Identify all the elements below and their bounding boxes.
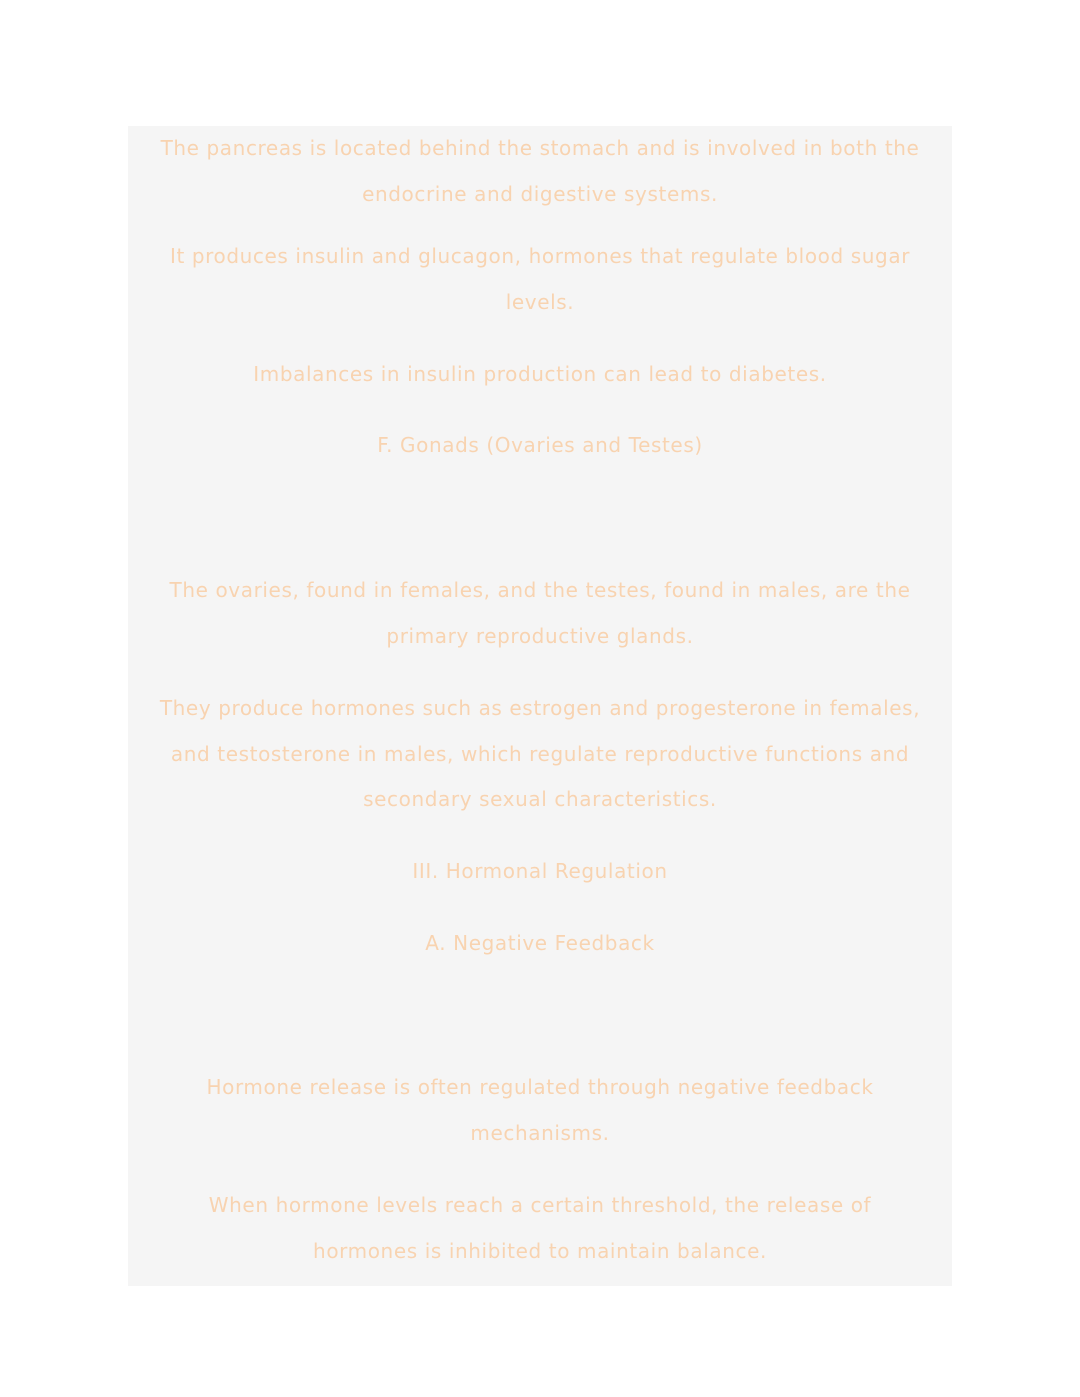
paragraph-insulin-glucagon: It produces insulin and glucagon, hormones that regulate blood sugar levels. xyxy=(169,244,911,314)
paragraph-reproductive-glands: The ovaries, found in females, and the testes, found in males, are the primary reproductive glands. xyxy=(169,578,911,648)
paragraph-diabetes: Imbalances in insulin production can lead to diabetes. xyxy=(253,362,827,386)
paragraph-feedback-mechanisms: Hormone release is often regulated through negative feedback mechanisms. xyxy=(206,1075,874,1145)
section-heading-hormonal-regulation: III. Hormonal Regulation xyxy=(412,859,668,883)
document-panel xyxy=(128,126,952,1286)
section-heading-gonads: F. Gonads (Ovaries and Testes) xyxy=(377,433,703,457)
section-heading-negative-feedback: A. Negative Feedback xyxy=(425,931,655,955)
paragraph-threshold-balance: When hormone levels reach a certain threshold, the release of hormones is inhibited to maintain balance. xyxy=(208,1193,872,1263)
paragraph-sex-hormones: They produce hormones such as estrogen and progesterone in females, and testosterone in males, which regulate reproductive functions and secondary sexual characteristics. xyxy=(159,696,921,811)
paragraph-pancreas-location: The pancreas is located behind the stomach and is involved in both the endocrine and digestive systems. xyxy=(160,136,920,206)
